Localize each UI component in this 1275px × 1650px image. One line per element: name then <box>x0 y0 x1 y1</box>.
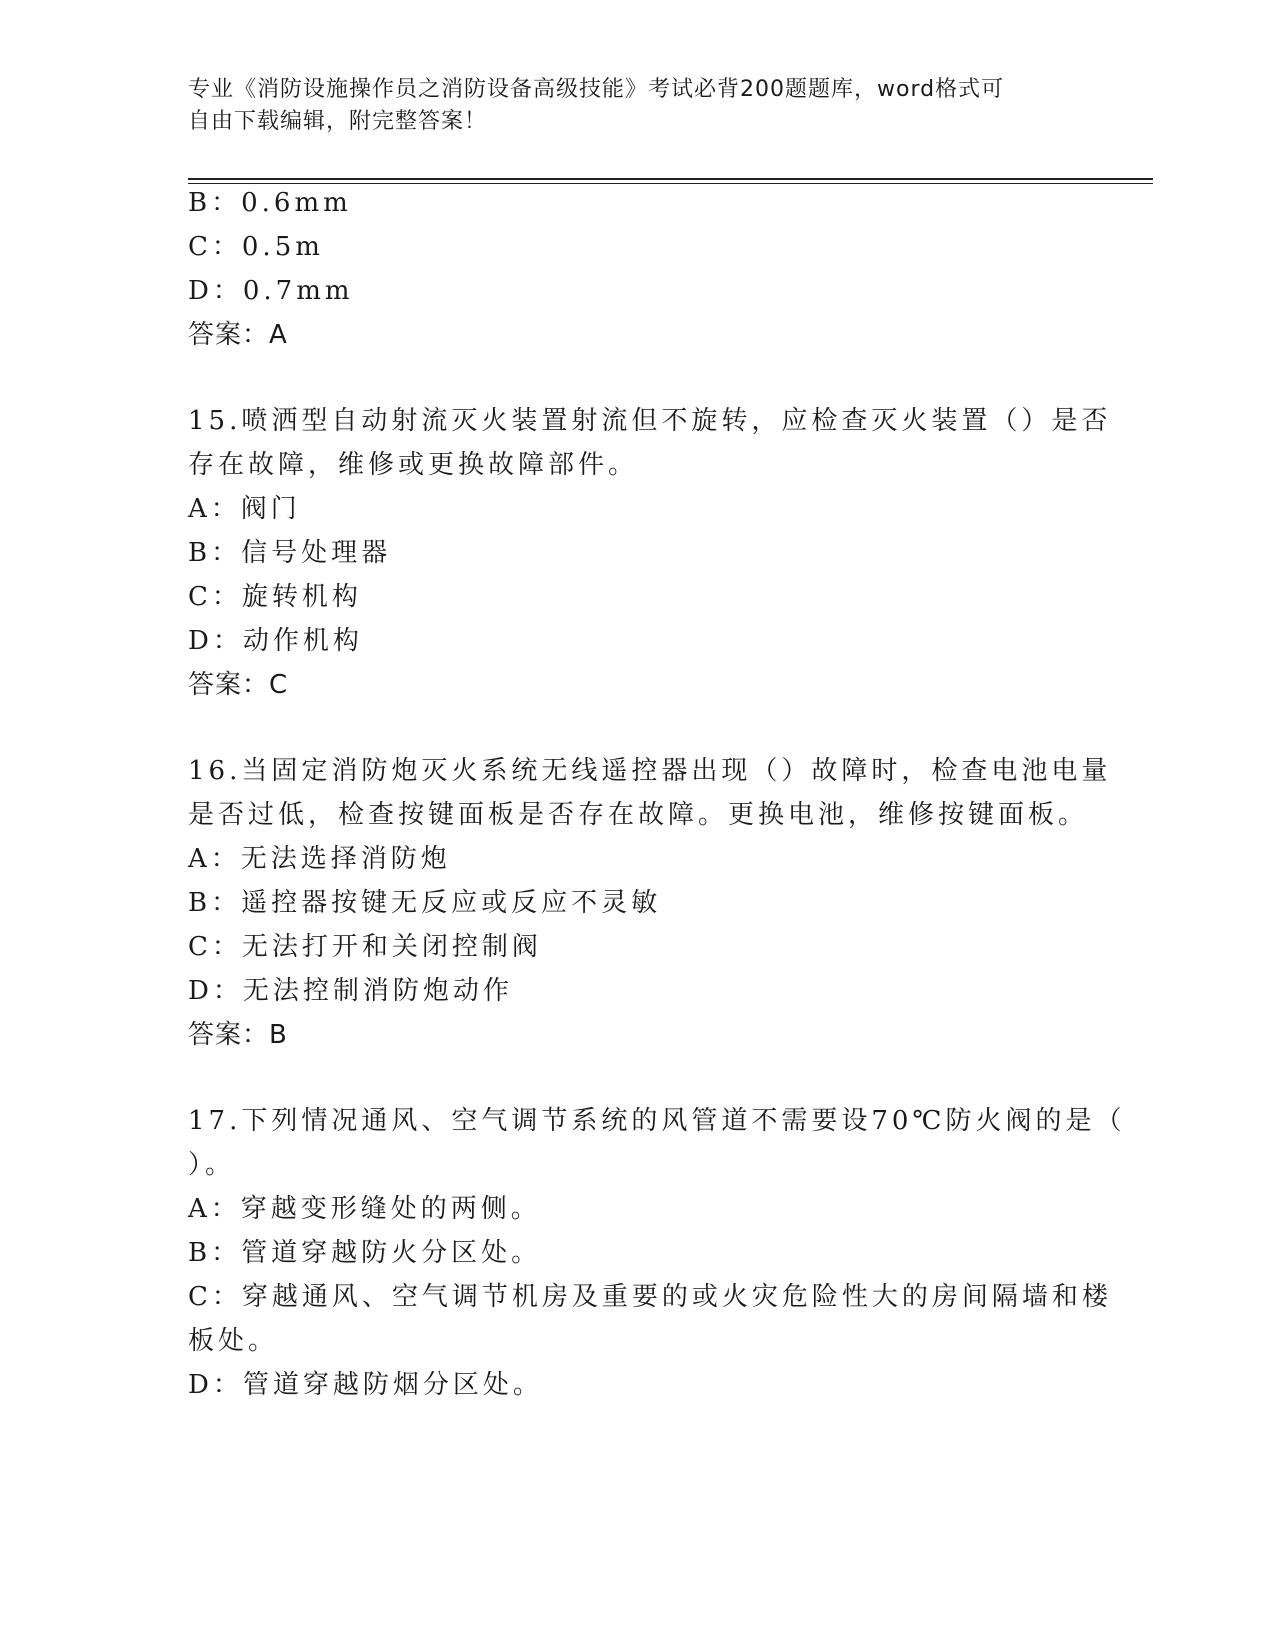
q17-option-b: B：管道穿越防火分区处。 <box>188 1238 542 1268</box>
header-line-1: 专业《消防设施操作员之消防设备高级技能》考试必背200题题库，word格式可 <box>188 77 1005 102</box>
prev-option-c: C：0.5m <box>188 232 324 262</box>
q15-option-b: B：信号处理器 <box>188 538 392 568</box>
q15-answer: 答案：C <box>188 670 289 700</box>
q16-option-a: A：无法选择消防炮 <box>188 844 451 874</box>
q15-stem-line-2: 存在故障，维修或更换故障部件。 <box>188 450 639 480</box>
q17-option-c-line-2: 板处。 <box>188 1326 279 1356</box>
q17-option-d: D：管道穿越防烟分区处。 <box>188 1370 543 1400</box>
q15-option-d: D：动作机构 <box>188 626 363 656</box>
prev-option-d: D：0.7mm <box>188 276 354 306</box>
prev-option-b: B：0.6mm <box>188 188 352 218</box>
document-header <box>188 74 1068 138</box>
q16-stem-line-1: 16.当固定消防炮灭火系统无线遥控器出现（）故障时，检查电池电量 <box>188 756 1112 786</box>
q16-answer: 答案：B <box>188 1020 288 1050</box>
q15-option-a: A：阀门 <box>188 494 301 524</box>
header-line-2: 自由下载编辑，附完整答案！ <box>188 109 488 134</box>
q16-option-c: C：无法打开和关闭控制阀 <box>188 932 542 962</box>
q16-option-b: B：遥控器按键无反应或反应不灵敏 <box>188 888 662 918</box>
q17-option-c-line-1: C：穿越通风、空气调节机房及重要的或火灾危险性大的房间隔墙和楼 <box>188 1282 1112 1312</box>
q17-option-a: A：穿越变形缝处的两侧。 <box>188 1194 541 1224</box>
q17-stem-line-2: ）。 <box>188 1150 236 1180</box>
q16-stem-line-2: 是否过低，检查按键面板是否存在故障。更换电池，维修按键面板。 <box>188 800 1089 830</box>
q16-option-d: D：无法控制消防炮动作 <box>188 976 513 1006</box>
q15-option-c: C：旋转机构 <box>188 582 362 612</box>
prev-answer: 答案：A <box>188 320 288 350</box>
q17-stem-line-1: 17.下列情况通风、空气调节系统的风管道不需要设70℃防火阀的是（ <box>188 1106 1126 1136</box>
q15-stem-line-1: 15.喷洒型自动射流灭火装置射流但不旋转，应检查灭火装置（）是否 <box>188 406 1112 436</box>
